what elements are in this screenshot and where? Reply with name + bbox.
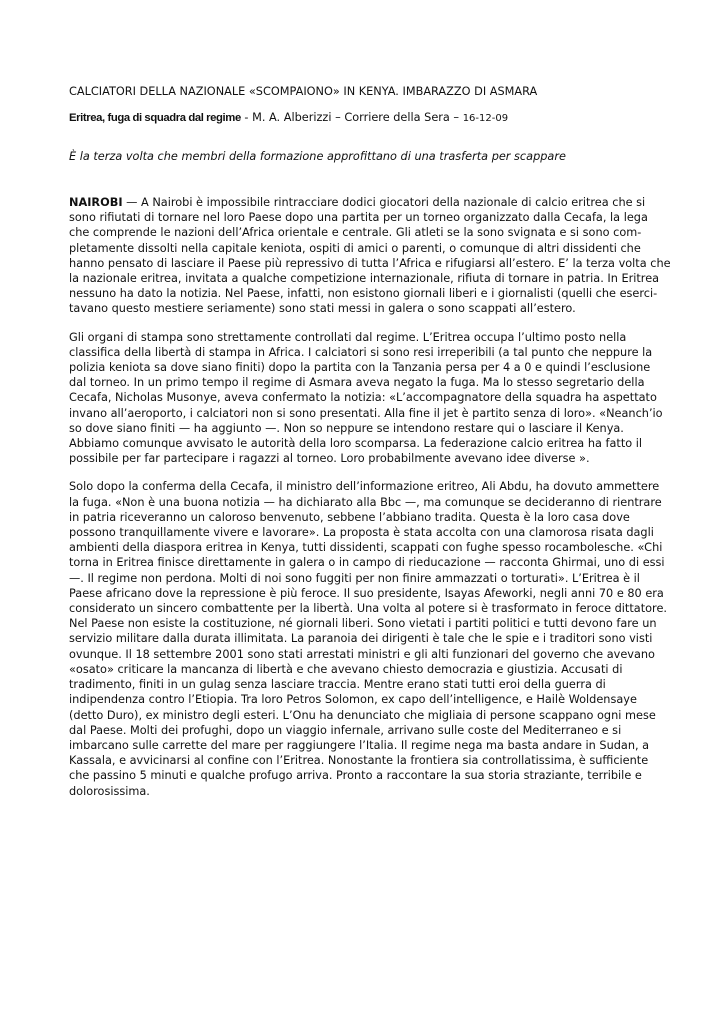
paragraph-line: Paese africano dove la repressione è più feroce. Il suo presidente, Isayas Afeworki, negli anni 70 e 80 era [69,586,664,600]
article-page [69,84,671,812]
paragraph-line: imbarcano sulle carrette del mare per raggiungere l’Italia. Il regime nega ma basta andare in Sudan, a [69,738,650,752]
paragraph-line: Solo dopo la conferma della Cecafa, il ministro dell’informazione eritreo, Ali Abdu, ha dovuto ammettere [69,480,660,494]
article-dateline: NAIROBI [69,196,123,209]
paragraph-line: invano all’aeroporto, i calciatori non si sono presentati. Alla fine il jet è partito senza di loro». «Neanch’io [69,406,663,420]
paragraph-line: che passino 5 minuti e qualche profugo arriva. Pronto a raccontare la sua storia straziante, terribile e [69,769,642,783]
paragraph-line: Kassala, e avvicinarsi al confine con l’Eritrea. Nonostante la frontiera sia controllatissima, è sufficiente [69,754,649,768]
paragraph-line: la nazionale eritrea, invitata a qualche competizione internazionale, rifiuta di tornare in patria. In Eritrea [69,272,660,286]
paragraph-line: considerato un sincero combattente per la libertà. Una volta al potere si è trasformato in feroce dittatore. [69,602,667,616]
paragraph-line: «osato» criticare la mancanza di libertà e che avevano chiesto democrazia e giustizia. Accusati di [69,662,623,676]
paragraph-line: possibile per far partecipare i ragazzi al torneo. Loro probabilmente avevano idee diverse ». [69,452,590,466]
paragraph-line: servizio militare dalla durata illimitata. La paranoia dei dirigenti è tale che le spie e i traditori sono visti [69,632,653,646]
paragraph-line: in patria riceveranno un caloroso benvenuto, sebbene l’abbiano tradita. Questa è la loro casa dove [69,510,630,524]
paragraph-line: possono tranquillamente vivere e lavorare». La proposta è stata accolta con una clamorosa risata dagli [69,526,654,540]
paragraph-line: so dove siano finiti — ha aggiunto —. Non so neppure se intendono restare qui o lasciare il Kenya. [69,421,624,435]
paragraph-line: indipendenza contro l’Etiopia. Tra loro Petros Solomon, ex capo dell’intelligence, e Hailè Woldensaye [69,693,637,707]
paragraph-line: Nel Paese non esiste la costituzione, né giornali liberi. Sono vietati i partiti politici e tutti devono fare un [69,617,657,631]
article-headline: CALCIATORI DELLA NAZIONALE «SCOMPAIONO» IN KENYA. IMBARAZZO DI ASMARA [69,85,538,98]
paragraph-line: la fuga. «Non è una buona notizia — ha dichiarato alla Bbc —, ma comunque se decideranno di rientrare [69,495,662,509]
article-byline [69,110,659,127]
paragraph-line: che comprende le nazioni dell’Africa orientale e centrale. Gli atleti se la sono svignata e si sono com- [69,226,642,240]
byline-kicker: Eritrea, fuga di squadra dal regime [69,112,241,124]
paragraph-line: classifica della libertà di stampa in Africa. I calciatori si sono resi irreperibili (a tal punto che neppure la [69,345,653,359]
paragraph-line: tavano questo mestiere seriamente) sono stati messi in galera o sono scappati all’estero. [69,302,576,316]
paragraph-line: Abbiamo comunque avvisato le autorità della loro scomparsa. La federazione calcio eritrea ha fatto il [69,437,643,451]
paragraph-line: dolorosissima. [69,784,150,798]
paragraph-line [69,195,659,210]
article-standfirst: È la terza volta che membri della formazione approfittano di una trasferta per scappare [69,150,566,163]
article-paragraph-3 [69,479,667,798]
paragraph-line: hanno pensato di lasciare il Paese più repressivo di tutta l’Africa e rifugiarsi all’estero. E’ la terza volta che [69,256,671,270]
article-paragraph-1 [69,195,671,317]
paragraph-line: nessuno ha dato la notizia. Nel Paese, infatti, non esistono giornali liberi e i giornalisti (quelli che eserci- [69,287,658,301]
paragraph-line: pletamente dissolti nella capitale keniota, ospiti di amici o parenti, o comunque di altri dissidenti che [69,241,641,255]
paragraph-line: (detto Duro), ex ministro degli esteri. L’Onu ha denunciato che migliaia di persone scappano ogni mese [69,708,656,722]
paragraph-line: dal torneo. In un primo tempo il regime di Asmara aveva negato la fuga. Ma lo stesso segretario della [69,376,645,390]
paragraph-line: sono rifiutati di tornare nel loro Paese dopo una partita per un torneo organizzato dalla Cecafa, la lega [69,211,648,225]
paragraph-line: ambienti della diaspora eritrea in Kenya, tutti dissidenti, scappati con fughe spesso rocambolesche. «Chi [69,541,663,555]
paragraph-line: dal Paese. Molti dei profughi, dopo un viaggio infernale, arrivano sulle coste del Mediterraneo e si [69,723,622,737]
paragraph-line: torna in Eritrea finisce direttamente in galera o in campo di rieducazione — racconta Ghirmai, uno di essi [69,556,665,570]
paragraph-line: tradimento, finiti in un gulag senza lasciare traccia. Mentre erano stati tutti eroi della guerra di [69,678,606,692]
paragraph-line: Gli organi di stampa sono strettamente controllati dal regime. L’Eritrea occupa l’ultimo posto nella [69,330,627,344]
paragraph-line: polizia keniota sa dove siano finiti) dopo la partita con la Tanzania persa per 4 a 0 e quindi l’esclusione [69,361,651,375]
paragraph-line: —. Il regime non perdona. Molti di noi sono fuggiti per non finire ammazzati o torturati». L’Eritrea è il [69,571,640,585]
paragraph-line: ovunque. Il 18 settembre 2001 sono stati arrestati ministri e gli alti funzionari del governo che avevano [69,647,655,661]
paragraph-line: Cecafa, Nicholas Musonye, aveva confermato la notizia: «L’accompagnatore della squadra ha aspettato [69,391,657,405]
article-paragraph-2 [69,330,663,467]
paragraph-line-text: — A Nairobi è impossibile rintracciare dodici giocatori della nazionale di calcio eritrea che si [122,196,646,209]
byline-author-source: - M. A. Alberizzi – Corriere della Sera – [240,111,463,124]
byline-date: 16-12-09 [462,113,509,124]
